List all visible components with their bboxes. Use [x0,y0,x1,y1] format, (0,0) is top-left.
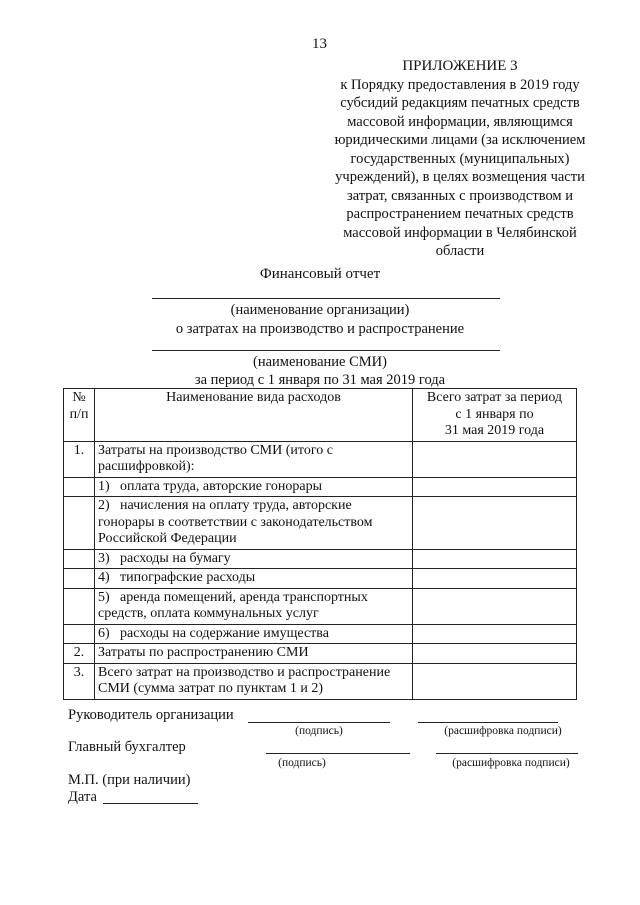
row-subindex: 4) [98,570,110,585]
head-signature-caption: (подпись) [295,725,343,737]
table-row [64,549,577,569]
row-num [64,569,95,589]
row-name [95,497,413,550]
organization-caption: (наименование организации) [230,302,410,318]
table-row [64,644,577,664]
row-num: 3. [64,663,95,699]
row-subindex: 6) [98,625,110,641]
header-name: Наименование вида расходов [95,389,413,442]
row-name-text: начисления на оплату труда, авторские гонорары в соответствии с законодательством Российской Федерации [98,498,373,546]
row-num [64,624,95,644]
appendix-line: массовой информации в Челябинской [343,224,577,241]
row-name: Затраты на производство СМИ (итого с расшифровкой): [95,441,413,477]
header-total-line: Всего затрат за период [426,390,563,405]
table-row [64,569,577,589]
header-total-line: с 1 января по [455,406,534,422]
row-subindex: 5) [98,589,110,605]
row-name-text: расходы на бумагу [120,550,231,566]
appendix-title: ПРИЛОЖЕНИЕ 3 [402,58,518,74]
row-name [95,477,413,497]
header-total-line: 31 мая 2019 года [444,423,545,438]
table-row [64,663,577,699]
row-name [95,569,413,589]
row-name-text: аренда помещений, аренда транспортных средств, оплата коммунальных услуг [98,589,368,621]
table-row [64,441,577,477]
row-value [413,569,577,589]
row-value [413,588,577,624]
table-row [64,624,577,644]
head-signature-line [248,722,390,723]
appendix-line: учреждений), в целях возмещения части [335,169,585,185]
media-caption: (наименование СМИ) [253,354,387,370]
header-num-line: п/п [69,406,89,422]
date-label: Дата [68,789,97,805]
row-num [64,497,95,550]
appendix-line: государственных (муниципальных) [350,150,570,167]
row-name [95,549,413,569]
row-num: 1. [64,441,95,477]
row-name-text: оплата труда, авторские гонорары [120,478,323,494]
appendix-line: области [435,243,485,259]
report-title: Финансовый отчет [259,266,381,282]
row-name-text: типографские расходы [120,570,256,585]
accountant-decode-caption: (расшифровка подписи) [452,757,570,769]
row-name: Всего затрат на производство и распространение СМИ (сумма затрат по пунктам 1 и 2) [95,663,413,699]
accountant-decode-line [436,753,578,754]
date-line [103,803,198,804]
report-purpose: о затратах на производство и распространение [175,321,465,337]
row-value [413,477,577,497]
appendix-line: распространением печатных средств [346,206,574,222]
row-num [64,477,95,497]
head-label: Руководитель организации [68,707,234,723]
table-row [64,477,577,497]
expense-table [63,388,577,700]
header-num-line: № [72,390,86,405]
page-number: 13 [312,36,327,52]
accountant-label: Главный бухгалтер [68,739,186,755]
accountant-signature-caption: (подпись) [278,757,326,769]
stamp-label: М.П. (при наличии) [68,772,191,788]
appendix-line: субсидий редакциям печатных средств [340,95,580,111]
appendix-line: затрат, связанных с производством и [347,187,573,204]
table-row [64,588,577,624]
row-value [413,624,577,644]
appendix-line: к Порядку предоставления в 2019 году [340,76,580,93]
row-value [413,497,577,550]
row-num [64,588,95,624]
row-subindex: 3) [98,550,110,566]
row-value [413,441,577,477]
head-decode-caption: (расшифровка подписи) [444,725,562,737]
row-value [413,549,577,569]
report-period: за период с 1 января по 31 мая 2019 года [194,372,446,388]
media-name-line [152,350,500,351]
row-name: Затраты по распространению СМИ [95,644,413,664]
row-name [95,588,413,624]
organization-name-line [152,298,500,299]
appendix-block [300,57,620,261]
header-num [64,389,95,442]
row-subindex: 2) [98,498,110,513]
row-num: 2. [64,644,95,664]
table-header-row [64,389,577,442]
row-name-text: расходы на содержание имущества [120,625,329,641]
table-row [64,497,577,550]
accountant-signature-line [266,753,410,754]
appendix-line: юридическими лицами (за исключением [334,132,586,148]
appendix-line: массовой информации, являющимся [347,113,573,130]
row-value [413,663,577,699]
row-value [413,644,577,664]
row-name [95,624,413,644]
head-decode-line [418,722,558,723]
row-num [64,549,95,569]
header-total [413,389,577,442]
row-subindex: 1) [98,478,110,494]
